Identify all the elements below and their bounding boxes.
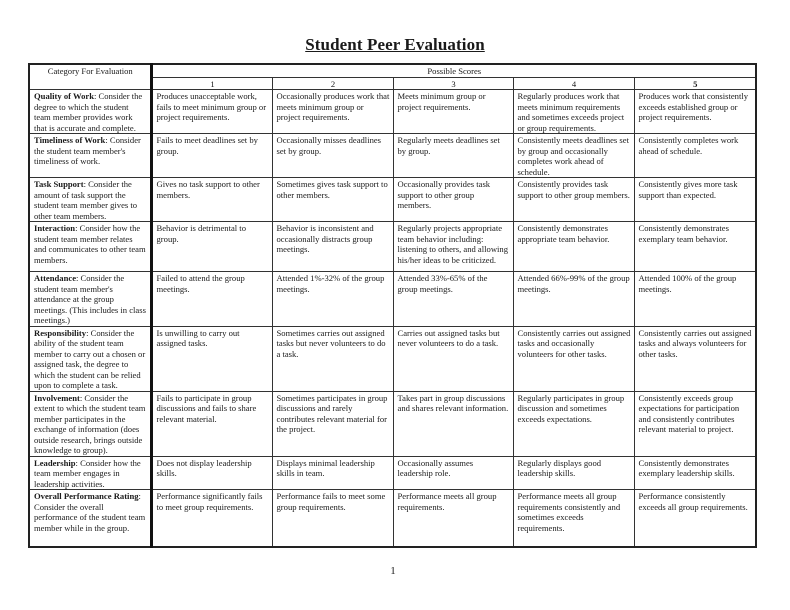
score-5-cell: Consistently exceeds group expectations for participation and consistently contributes relevant material to project. xyxy=(634,391,756,456)
category-name: Interaction xyxy=(34,223,76,233)
rubric-row xyxy=(29,222,756,272)
score-3-cell: Occasionally assumes leadership role. xyxy=(393,456,513,490)
score-2-cell: Occasionally misses deadlines set by group. xyxy=(272,134,393,178)
category-description: : Consider the overall performance of the student team member while in the group. xyxy=(34,491,146,533)
category-description: : Consider how the team member engages in leadership activities. xyxy=(34,457,141,489)
score-1-cell: Fails to participate in group discussions and fails to share relevant material. xyxy=(151,391,272,456)
document-title: Student Peer Evaluation xyxy=(305,35,485,54)
category-description: : Consider how the student team member relates and communicates to other team members. xyxy=(34,223,146,265)
score-1-cell: Is unwilling to carry out assigned tasks. xyxy=(151,326,272,391)
score-4-cell: Consistently demonstrates appropriate team behavior. xyxy=(513,222,634,272)
score-1-cell: Does not display leadership skills. xyxy=(151,456,272,490)
category-cell xyxy=(29,326,151,391)
category-cell xyxy=(29,222,151,272)
score-1-cell: Behavior is detrimental to group. xyxy=(151,222,272,272)
score-5-cell: Produces work that consistently exceeds established group or project requirements. xyxy=(634,90,756,134)
score-4-cell: Regularly displays good leadership skills. xyxy=(513,456,634,490)
score-column-5: 5 xyxy=(634,77,756,90)
score-5-cell: Attended 100% of the group meetings. xyxy=(634,272,756,327)
score-5-cell: Consistently demonstrates exemplary team behavior. xyxy=(634,222,756,272)
category-name: Quality of Work xyxy=(34,91,95,101)
category-cell xyxy=(29,456,151,490)
score-column-1: 1 xyxy=(151,77,272,90)
category-cell xyxy=(29,272,151,327)
score-2-cell: Sometimes carries out assigned tasks but never volunteers to do a task. xyxy=(272,326,393,391)
score-2-cell: Attended 1%-32% of the group meetings. xyxy=(272,272,393,327)
score-3-cell: Regularly meets deadlines set by group. xyxy=(393,134,513,178)
rubric-row xyxy=(29,490,756,547)
rubric-row xyxy=(29,272,756,327)
score-column-3: 3 xyxy=(393,77,513,90)
category-name: Involvement xyxy=(34,392,80,403)
score-1-cell: Performance significantly fails to meet group requirements. xyxy=(151,490,272,547)
category-column-header: Category For Evaluation xyxy=(29,64,151,90)
category-description: : Consider the degree to which the student team member provides work that is accurate and complete. xyxy=(34,91,143,133)
score-column-4: 4 xyxy=(513,77,634,90)
page-number: 1 xyxy=(390,565,396,577)
category-cell xyxy=(29,90,151,134)
score-1-cell: Gives no task support to other members. xyxy=(151,178,272,222)
score-4-cell: Attended 66%-99% of the group meetings. xyxy=(513,272,634,327)
header-row xyxy=(29,64,756,77)
category-name: Attendance xyxy=(34,273,77,283)
score-2-cell: Sometimes gives task support to other members. xyxy=(272,178,393,222)
score-3-cell: Carries out assigned tasks but never volunteers to do a task. xyxy=(393,326,513,391)
category-cell xyxy=(29,490,151,547)
score-4-cell: Performance meets all group requirements consistently and sometimes exceeds requirements. xyxy=(513,490,634,547)
score-3-cell: Meets minimum group or project requirements. xyxy=(393,90,513,134)
category-name: Task Support xyxy=(34,179,84,189)
category-cell xyxy=(29,178,151,222)
rubric-row xyxy=(29,326,756,391)
rubric-row xyxy=(29,178,756,222)
category-name: Overall Performance Rating xyxy=(34,491,139,501)
category-name: Timeliness of Work xyxy=(34,135,106,145)
category-description: : Consider the amount of task support the student team member gives to other team members. xyxy=(34,179,138,221)
score-3-cell: Takes part in group discussions and shares relevant information. xyxy=(393,391,513,456)
score-3-cell: Attended 33%-65% of the group meetings. xyxy=(393,272,513,327)
possible-scores-header: Possible Scores xyxy=(151,64,756,77)
rubric-row xyxy=(29,134,756,178)
rubric-row xyxy=(29,391,756,456)
score-1-cell: Fails to meet deadlines set by group. xyxy=(151,134,272,178)
score-5-cell: Performance consistently exceeds all group requirements. xyxy=(634,490,756,547)
rubric-body xyxy=(29,90,756,547)
score-5-cell: Consistently completes work ahead of schedule. xyxy=(634,134,756,178)
score-2-cell: Performance fails to meet some group requirements. xyxy=(272,490,393,547)
rubric-row xyxy=(29,456,756,490)
category-name: Responsibility xyxy=(34,327,87,338)
score-1-cell: Failed to attend the group meetings. xyxy=(151,272,272,327)
score-4-cell: Regularly participates in group discussion and sometimes exceeds expectations. xyxy=(513,391,634,456)
category-description: : Consider the student team member's timeliness of work. xyxy=(34,135,141,166)
score-4-cell: Consistently provides task support to other group members. xyxy=(513,178,634,222)
score-1-cell: Produces unacceptable work, fails to meet minimum group or project requirements. xyxy=(151,90,272,134)
score-column-2: 2 xyxy=(272,77,393,90)
category-description: : Consider the extent to which the student team member participates in the exchange of information (does outside research, brings outside knowledge to group). xyxy=(34,392,146,455)
score-5-cell: Consistently carries out assigned tasks and always volunteers for other tasks. xyxy=(634,326,756,391)
score-2-cell: Displays minimal leadership skills in team. xyxy=(272,456,393,490)
peer-evaluation-rubric-table xyxy=(28,63,757,548)
category-description: : Consider the student team member's attendance at the group meetings. (This includes in class meetings.) xyxy=(34,273,146,325)
category-name: Leadership xyxy=(34,457,76,468)
score-4-cell: Consistently carries out assigned tasks and occasionally volunteers for other tasks. xyxy=(513,326,634,391)
category-cell xyxy=(29,134,151,178)
rubric-row xyxy=(29,90,756,134)
score-4-cell: Consistently meets deadlines set by group and occasionally completes work ahead of schedule. xyxy=(513,134,634,178)
score-4-cell: Regularly produces work that meets minimum requirements and sometimes exceeds project or group requirements. xyxy=(513,90,634,134)
score-2-cell: Behavior is inconsistent and occasionally distracts group meetings. xyxy=(272,222,393,272)
category-description: : Consider the ability of the student team member to carry out a chosen or assigned task, the degree to which the student can be relied upon to complete a task. xyxy=(34,327,146,390)
score-5-cell: Consistently demonstrates exemplary leadership skills. xyxy=(634,456,756,490)
score-3-cell: Performance meets all group requirements. xyxy=(393,490,513,547)
score-2-cell: Occasionally produces work that meets minimum group or project requirements. xyxy=(272,90,393,134)
score-5-cell: Consistently gives more task support than expected. xyxy=(634,178,756,222)
score-2-cell: Sometimes participates in group discussions and rarely contributes relevant material for the project. xyxy=(272,391,393,456)
score-3-cell: Regularly projects appropriate team behavior including: listening to others, and allowing his/her ideas to be criticized. xyxy=(393,222,513,272)
score-3-cell: Occasionally provides task support to other group members. xyxy=(393,178,513,222)
category-cell xyxy=(29,391,151,456)
